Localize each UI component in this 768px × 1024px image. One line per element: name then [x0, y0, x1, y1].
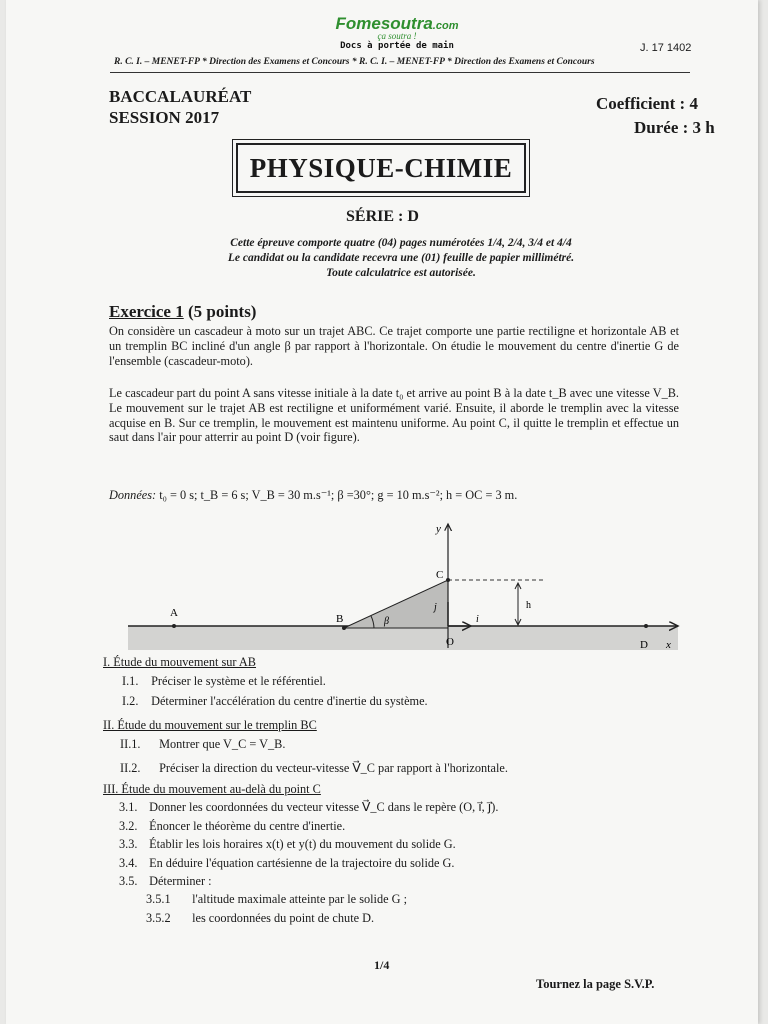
question-item: [119, 800, 498, 815]
question-text: l'altitude maximale atteinte par le solide G ;: [192, 892, 408, 906]
question-item: [119, 856, 455, 871]
label-x: x: [666, 639, 671, 651]
ministry-banner: R. C. I. – MENET-FP * Direction des Examens et Concours * R. C. I. – MENET-FP * Direction des Examens et Concours: [114, 57, 595, 67]
instruction-line: Le candidat ou la candidate recevra une (01) feuille de papier millimétré.: [227, 252, 575, 264]
exercise-heading: [109, 302, 256, 322]
question-text: Déterminer l'accélération du centre d'inertie du système.: [151, 694, 428, 708]
point-c: [446, 578, 450, 582]
exercise-points: (5 points): [187, 302, 257, 321]
section-title: I. Étude du mouvement sur AB: [103, 655, 257, 669]
logo-domain: .com: [432, 20, 459, 32]
exam-duration: Durée : 3 h: [634, 118, 715, 137]
question-item: [120, 761, 508, 776]
exercise-paragraph: Le cascadeur part du point A sans vitesse initiale à la date t₀ et arrive au point B à la date t_B avec une vitesse V_B. Le mouvement sur le trajet AB est rectiligne et uniformément varié. Ensuite, il aborde le tremplin avec la vitesse acquise en B. Sur ce tremplin, le mouvement est maintenu uniforme. Au point C, il quitte le tremplin et effectue un saut dans l'air pour atterrir au point D (voir figure).: [109, 386, 679, 445]
exercise-data: [109, 488, 517, 503]
exam-name: BACCALAURÉAT: [109, 87, 252, 106]
label-i: i⃗: [476, 614, 487, 625]
data-values: t₀ = 0 s; t_B = 6 s; V_B = 30 m.s⁻¹; β =30°; g = 10 m.s⁻²; h = OC = 3 m.: [159, 488, 518, 502]
question-text: En déduire l'équation cartésienne de la trajectoire du solide G.: [149, 856, 455, 870]
label-o: O: [446, 636, 454, 648]
question-item: [120, 737, 285, 752]
question-text: Préciser la direction du vecteur-vitesse V⃗_C par rapport à l'horizontale.: [159, 761, 508, 775]
instruction-line: Cette épreuve comporte quatre (04) pages numérotées 1/4, 2/4, 3/4 et 4/4: [230, 237, 572, 249]
turn-page-note: Tournez la page S.V.P.: [536, 977, 655, 991]
question-number: 3.2.: [119, 819, 138, 833]
logo-name: Fomesoutra: [335, 14, 433, 33]
point-b: [342, 626, 346, 630]
banner-divider: [110, 72, 690, 73]
question-item: [119, 837, 456, 852]
serie-label: SÉRIE : D: [346, 208, 419, 225]
question-number: II.2.: [120, 761, 141, 775]
question-item: [119, 874, 212, 889]
logo-subtitle: Docs à portée de main: [340, 41, 454, 51]
ground-area: [128, 626, 678, 650]
logo-tagline: ça soutra !: [377, 31, 417, 41]
question-text: Préciser le système et le référentiel.: [151, 674, 326, 688]
question-number: I.1.: [122, 674, 139, 688]
label-beta: β: [384, 616, 389, 627]
point-a: [172, 624, 176, 628]
section-title: II. Étude du mouvement sur le tremplin BC: [103, 718, 317, 732]
exercise-paragraph: On considère un cascadeur à moto sur un trajet ABC. Ce trajet comporte une partie rectiligne et horizontale AB et un tremplin BC incliné d'un angle β par rapport à l'horizontale. On étudie le mouvement du centre d'inertie G de l'ensemble (cascadeur-moto).: [109, 324, 679, 368]
motion-diagram: [126, 518, 686, 658]
exercise-title: Exercice 1: [109, 302, 184, 321]
ramp-shape: [344, 580, 448, 628]
instruction-line: Toute calculatrice est autorisée.: [326, 267, 476, 279]
question-item: [146, 911, 374, 926]
question-number: 3.1.: [119, 800, 138, 814]
point-d: [644, 624, 648, 628]
question-text: Déterminer :: [149, 874, 212, 888]
label-c: C: [436, 569, 444, 581]
question-text: Établir les lois horaires x(t) et y(t) du mouvement du solide G.: [149, 837, 456, 851]
question-number: 3.5.2: [146, 911, 171, 925]
question-number: 3.3.: [119, 837, 138, 851]
question-item: [122, 694, 428, 709]
label-y: y: [436, 523, 441, 535]
label-h: h: [526, 600, 531, 611]
exam-session: SESSION 2017: [109, 108, 220, 127]
question-text: Énoncer le théorème du centre d'inertie.: [149, 819, 346, 833]
subject-title-text: PHYSIQUE-CHIMIE: [249, 152, 513, 183]
site-logo[interactable]: [302, 14, 492, 51]
data-label: Données:: [109, 488, 157, 502]
label-a: A: [170, 607, 178, 619]
question-text: Montrer que V_C = V_B.: [159, 737, 286, 751]
question-number: 3.5.1: [146, 892, 171, 906]
question-item: [119, 819, 345, 834]
section-title: III. Étude du mouvement au-delà du point C: [103, 782, 321, 796]
exam-reference: J. 17 1402: [640, 42, 692, 54]
exam-instructions: [156, 236, 646, 281]
question-item: [122, 674, 326, 689]
page-number: 1/4: [374, 958, 390, 972]
question-number: II.1.: [120, 737, 141, 751]
question-number: 3.4.: [119, 856, 138, 870]
question-number: 3.5.: [119, 874, 138, 888]
question-text: Donner les coordonnées du vecteur vitesse V⃗_C dans le repère (O, i⃗, j⃗).: [149, 800, 499, 814]
label-d: D: [640, 639, 648, 651]
question-text: les coordonnées du point de chute D.: [192, 911, 375, 925]
subject-title: [236, 143, 526, 193]
question-item: [146, 892, 407, 907]
label-j: j⃗: [434, 602, 445, 613]
exam-page: [6, 0, 758, 1024]
question-number: I.2.: [122, 694, 139, 708]
label-b: B: [336, 613, 344, 625]
exam-coefficient: Coefficient : 4: [596, 94, 698, 113]
